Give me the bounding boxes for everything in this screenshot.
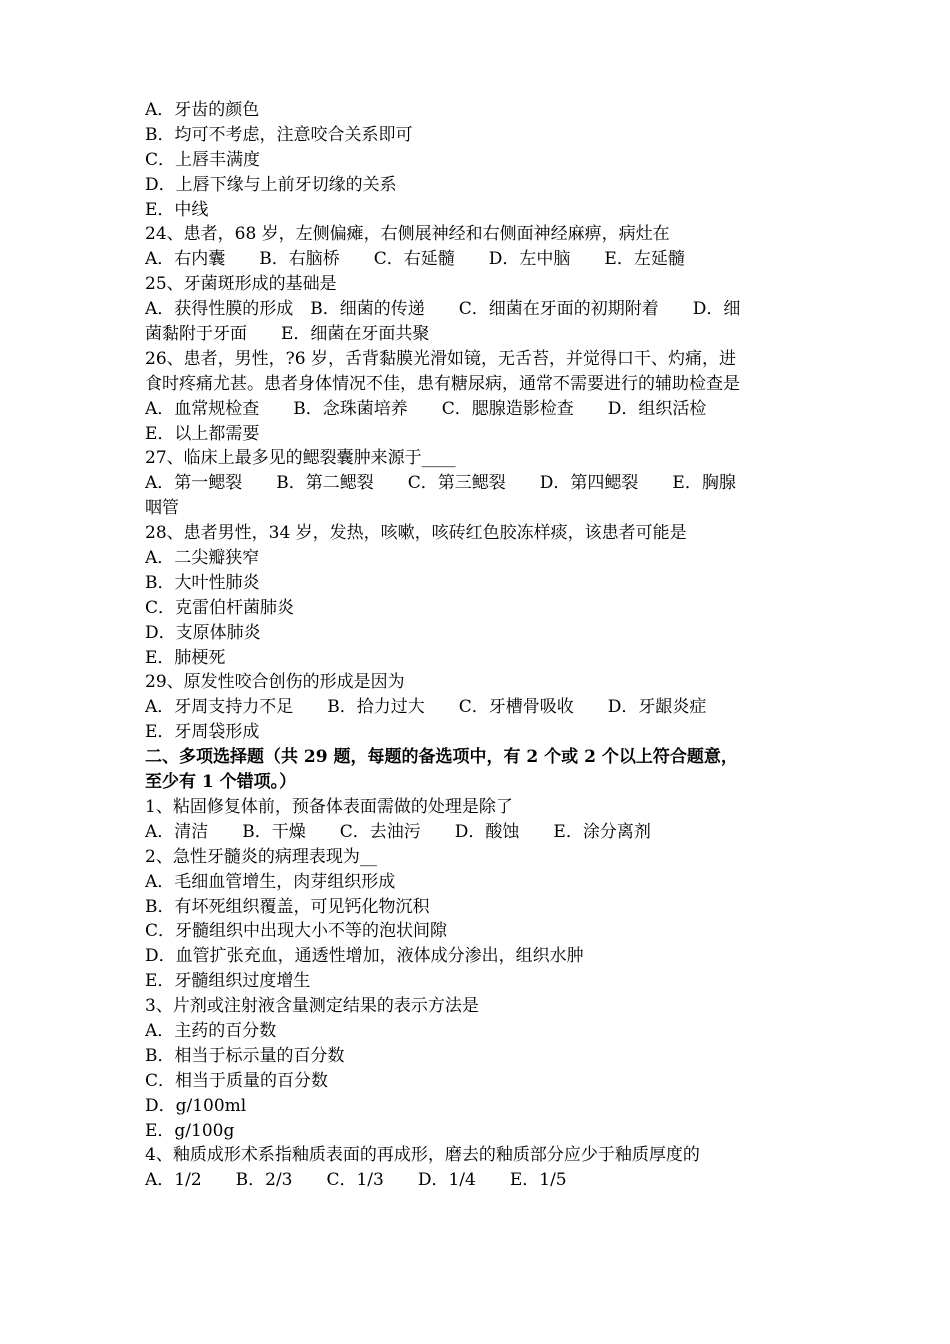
option-line: D．g/100ml	[145, 1095, 247, 1116]
option-line: C．上唇丰满度	[145, 149, 261, 170]
document-page	[145, 98, 810, 1193]
option-line: A．牙周支持力不足 B．拾力过大 C．牙槽骨吸收 D．牙龈炎症	[145, 697, 707, 718]
option-line: A．1/2 B．2/3 C．1/3 D．1/4 E．1/5	[145, 1170, 567, 1191]
section-heading: 至少有 1 个错项。）	[145, 772, 297, 793]
question-line: 29、原发性咬合创伤的形成是因为	[145, 672, 405, 693]
option-line: E．以上都需要	[145, 423, 260, 444]
question-line: 28、患者男性，34 岁，发热，咳嗽，咳砖红色胶冻样痰，该患者可能是	[145, 523, 687, 544]
option-line: C．牙髓组织中出现大小不等的泡状间隙	[145, 921, 448, 942]
option-line: E．肺梗死	[145, 647, 226, 668]
option-line: B．相当于标示量的百分数	[145, 1045, 345, 1066]
option-line: A．二尖瓣狭窄	[145, 548, 260, 569]
option-line: A．第一鳃裂 B．第二鳃裂 C．第三鳃裂 D．第四鳃裂 E．胸腺	[145, 473, 736, 494]
option-line: B．大叶性肺炎	[145, 572, 260, 593]
section-heading: 二、多项选择题（共 29 题，每题的备选项中，有 2 个或 2 个以上符合题意，	[145, 747, 738, 768]
option-line: 菌黏附于牙面 E．细菌在牙面共聚	[145, 324, 430, 345]
option-line: E．牙髓组织过度增生	[145, 971, 311, 992]
option-line: A．毛细血管增生，肉芽组织形成	[145, 871, 396, 892]
option-line: A．血常规检查 B．念珠菌培养 C．腮腺造影检查 D．组织活检	[145, 398, 707, 419]
option-line: D．上唇下缘与上前牙切缘的关系	[145, 174, 397, 195]
option-line: C．克雷伯杆菌肺炎	[145, 597, 295, 618]
question-line: 26、患者，男性，?6 岁，舌背黏膜光滑如镜，无舌苔，并觉得口干、灼痛，进	[145, 348, 736, 369]
question-line: 25、牙菌斑形成的基础是	[145, 274, 337, 295]
question-line: 食时疼痛尤甚。患者身体情况不佳，患有糖尿病，通常不需要进行的辅助检查是	[145, 373, 740, 394]
option-line: E．中线	[145, 199, 209, 220]
option-line: B．均可不考虑，注意咬合关系即可	[145, 124, 413, 145]
option-line: A．右内囊 B．右脑桥 C．右延髓 D．左中脑 E．左延髓	[145, 249, 685, 270]
question-line: 1、粘固修复体前，预备体表面需做的处理是除了	[145, 796, 513, 817]
question-line: 2、急性牙髓炎的病理表现为__	[145, 846, 377, 867]
option-line: B．有坏死组织覆盖，可见钙化物沉积	[145, 896, 430, 917]
option-line: E．牙周袋形成	[145, 722, 260, 743]
option-line: D．支原体肺炎	[145, 622, 261, 643]
option-line: 咽管	[145, 498, 179, 519]
question-line: 3、片剂或注射液含量测定结果的表示方法是	[145, 996, 479, 1017]
question-line: 24、患者，68 岁，左侧偏瘫，右侧展神经和右侧面神经麻痹，病灶在	[145, 224, 670, 245]
option-line: A．获得性膜的形成 B．细菌的传递 C．细菌在牙面的初期附着 D．细	[145, 299, 741, 320]
option-line: E．g/100g	[145, 1120, 235, 1141]
option-line: A．主药的百分数	[145, 1020, 277, 1041]
option-line: A．牙齿的颜色	[145, 100, 260, 120]
option-line: D．血管扩张充血，通透性增加，液体成分渗出，组织水肿	[145, 946, 584, 967]
question-line: 27、临床上最多见的鳃裂囊肿来源于____	[145, 448, 456, 469]
option-line: C．相当于质量的百分数	[145, 1070, 329, 1091]
option-line: A．清洁 B．干燥 C．去油污 D．酸蚀 E．涂分离剂	[145, 821, 651, 842]
question-line: 4、釉质成形术系指釉质表面的再成形，磨去的釉质部分应少于釉质厚度的	[145, 1145, 700, 1166]
